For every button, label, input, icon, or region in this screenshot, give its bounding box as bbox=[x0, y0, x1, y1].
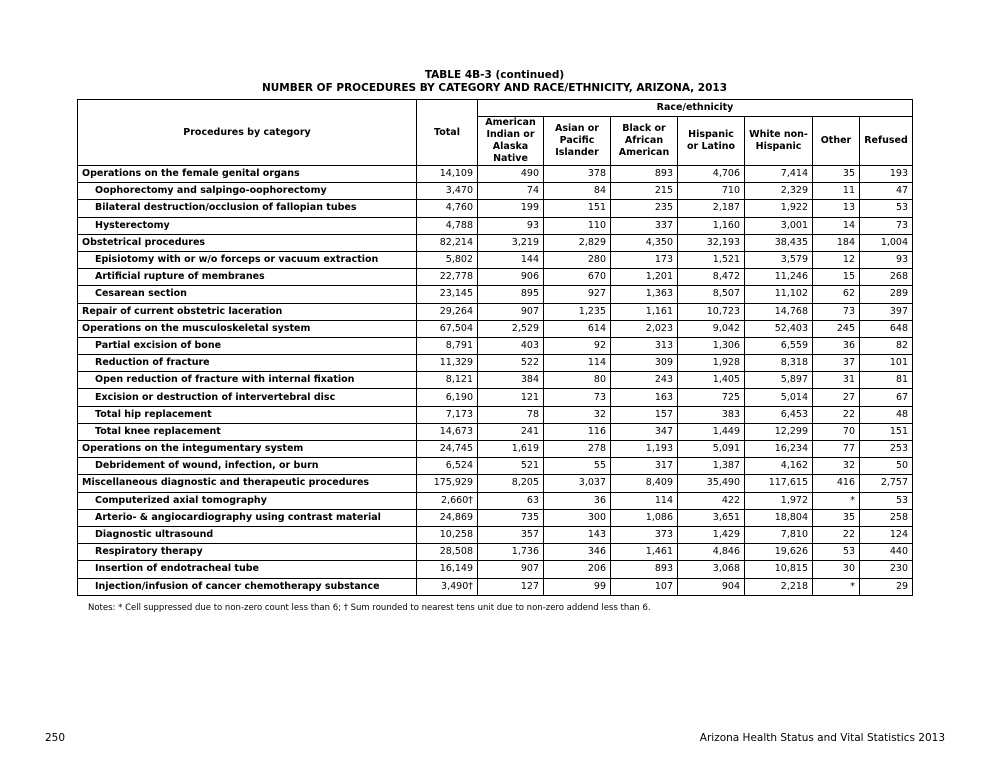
row-value: 309 bbox=[611, 355, 678, 372]
row-value: 725 bbox=[678, 389, 745, 406]
row-value: 313 bbox=[611, 337, 678, 354]
row-value: 50 bbox=[860, 458, 913, 475]
row-value: 35 bbox=[813, 166, 860, 183]
table-row bbox=[78, 251, 913, 268]
row-value: 63 bbox=[478, 492, 544, 509]
row-value: 93 bbox=[478, 217, 544, 234]
row-value: 1,160 bbox=[678, 217, 745, 234]
row-value: 403 bbox=[478, 337, 544, 354]
row-value: * bbox=[813, 578, 860, 595]
row-value: 73 bbox=[860, 217, 913, 234]
row-value: 253 bbox=[860, 441, 913, 458]
row-value: 8,205 bbox=[478, 475, 544, 492]
page-number: 250 bbox=[45, 732, 66, 744]
row-label: Partial excision of bone bbox=[78, 337, 417, 354]
header-black: Black or African American bbox=[611, 117, 678, 166]
row-value: 522 bbox=[478, 355, 544, 372]
row-value: 1,922 bbox=[745, 200, 813, 217]
row-value: 215 bbox=[611, 183, 678, 200]
row-value: 1,387 bbox=[678, 458, 745, 475]
row-label: Oophorectomy and salpingo-oophorectomy bbox=[78, 183, 417, 200]
row-value: 5,091 bbox=[678, 441, 745, 458]
row-label: Episiotomy with or w/o forceps or vacuum extraction bbox=[78, 251, 417, 268]
row-value: 422 bbox=[678, 492, 745, 509]
row-value: 373 bbox=[611, 526, 678, 543]
row-value: 8,121 bbox=[417, 372, 478, 389]
row-value: 300 bbox=[544, 509, 611, 526]
row-value: 2,660† bbox=[417, 492, 478, 509]
row-value: 14 bbox=[813, 217, 860, 234]
row-value: 416 bbox=[813, 475, 860, 492]
row-label: Excision or destruction of intervertebral disc bbox=[78, 389, 417, 406]
row-value: 895 bbox=[478, 286, 544, 303]
table-row bbox=[78, 166, 913, 183]
row-value: 1,235 bbox=[544, 303, 611, 320]
row-value: 14,109 bbox=[417, 166, 478, 183]
table-row bbox=[78, 303, 913, 320]
row-value: 347 bbox=[611, 423, 678, 440]
procedures-table bbox=[77, 99, 913, 596]
row-value: 1,461 bbox=[611, 544, 678, 561]
row-label: Cesarean section bbox=[78, 286, 417, 303]
table-row bbox=[78, 217, 913, 234]
row-value: 906 bbox=[478, 269, 544, 286]
table-row bbox=[78, 492, 913, 509]
header-white: White non-Hispanic bbox=[745, 117, 813, 166]
row-value: 107 bbox=[611, 578, 678, 595]
row-value: 127 bbox=[478, 578, 544, 595]
row-value: 268 bbox=[860, 269, 913, 286]
row-value: 8,318 bbox=[745, 355, 813, 372]
row-label: Insertion of endotracheal tube bbox=[78, 561, 417, 578]
row-value: 2,829 bbox=[544, 234, 611, 251]
row-value: 143 bbox=[544, 526, 611, 543]
row-value: 357 bbox=[478, 526, 544, 543]
row-value: 346 bbox=[544, 544, 611, 561]
header-race-ethnicity: Race/ethnicity bbox=[478, 100, 913, 117]
row-value: 22 bbox=[813, 406, 860, 423]
table-title: TABLE 4B-3 (continued) bbox=[424, 69, 565, 81]
row-value: 11,246 bbox=[745, 269, 813, 286]
table-row bbox=[78, 423, 913, 440]
row-value: 32 bbox=[813, 458, 860, 475]
row-value: 1,928 bbox=[678, 355, 745, 372]
row-value: 124 bbox=[860, 526, 913, 543]
header-american-indian: American Indian or Alaska Native bbox=[478, 117, 544, 166]
row-value: 2,023 bbox=[611, 320, 678, 337]
row-value: 893 bbox=[611, 561, 678, 578]
row-label: Operations on the musculoskeletal system bbox=[78, 320, 417, 337]
row-value: 27 bbox=[813, 389, 860, 406]
table-row bbox=[78, 509, 913, 526]
row-value: 73 bbox=[813, 303, 860, 320]
row-value: 114 bbox=[544, 355, 611, 372]
row-value: 383 bbox=[678, 406, 745, 423]
row-label: Operations on the integumentary system bbox=[78, 441, 417, 458]
header-total: Total bbox=[417, 100, 478, 166]
table-row bbox=[78, 544, 913, 561]
table-row bbox=[78, 526, 913, 543]
row-label: Repair of current obstetric laceration bbox=[78, 303, 417, 320]
row-value: 74 bbox=[478, 183, 544, 200]
row-value: 36 bbox=[544, 492, 611, 509]
row-value: 1,306 bbox=[678, 337, 745, 354]
row-value: 3,470 bbox=[417, 183, 478, 200]
row-value: 16,234 bbox=[745, 441, 813, 458]
row-value: 22,778 bbox=[417, 269, 478, 286]
row-value: 144 bbox=[478, 251, 544, 268]
row-value: 110 bbox=[544, 217, 611, 234]
row-value: 173 bbox=[611, 251, 678, 268]
row-value: 151 bbox=[860, 423, 913, 440]
row-value: 11,329 bbox=[417, 355, 478, 372]
row-value: 4,760 bbox=[417, 200, 478, 217]
row-value: 8,409 bbox=[611, 475, 678, 492]
row-value: 1,521 bbox=[678, 251, 745, 268]
row-value: 2,757 bbox=[860, 475, 913, 492]
row-value: 7,414 bbox=[745, 166, 813, 183]
row-value: 12,299 bbox=[745, 423, 813, 440]
row-value: 175,929 bbox=[417, 475, 478, 492]
row-value: 163 bbox=[611, 389, 678, 406]
row-value: 2,218 bbox=[745, 578, 813, 595]
row-value: 53 bbox=[860, 200, 913, 217]
table-row bbox=[78, 578, 913, 595]
row-value: 67 bbox=[860, 389, 913, 406]
row-value: 35,490 bbox=[678, 475, 745, 492]
row-value: 1,161 bbox=[611, 303, 678, 320]
row-value: 53 bbox=[860, 492, 913, 509]
row-value: 19,626 bbox=[745, 544, 813, 561]
row-value: 199 bbox=[478, 200, 544, 217]
row-value: 904 bbox=[678, 578, 745, 595]
row-value: 12 bbox=[813, 251, 860, 268]
row-value: 8,472 bbox=[678, 269, 745, 286]
row-value: 24,869 bbox=[417, 509, 478, 526]
row-value: 31 bbox=[813, 372, 860, 389]
table-row bbox=[78, 389, 913, 406]
row-value: 7,810 bbox=[745, 526, 813, 543]
row-value: 29,264 bbox=[417, 303, 478, 320]
table-row bbox=[78, 234, 913, 251]
row-value: 9,042 bbox=[678, 320, 745, 337]
row-label: Computerized axial tomography bbox=[78, 492, 417, 509]
row-label: Diagnostic ultrasound bbox=[78, 526, 417, 543]
row-label: Total hip replacement bbox=[78, 406, 417, 423]
row-value: * bbox=[813, 492, 860, 509]
row-value: 1,972 bbox=[745, 492, 813, 509]
row-value: 337 bbox=[611, 217, 678, 234]
row-value: 114 bbox=[611, 492, 678, 509]
row-value: 82,214 bbox=[417, 234, 478, 251]
row-value: 28,508 bbox=[417, 544, 478, 561]
row-value: 184 bbox=[813, 234, 860, 251]
row-value: 157 bbox=[611, 406, 678, 423]
row-value: 258 bbox=[860, 509, 913, 526]
row-value: 235 bbox=[611, 200, 678, 217]
row-value: 614 bbox=[544, 320, 611, 337]
row-value: 206 bbox=[544, 561, 611, 578]
row-value: 193 bbox=[860, 166, 913, 183]
row-value: 30 bbox=[813, 561, 860, 578]
table-row bbox=[78, 269, 913, 286]
row-value: 53 bbox=[813, 544, 860, 561]
row-value: 1,736 bbox=[478, 544, 544, 561]
row-value: 241 bbox=[478, 423, 544, 440]
header-asian: Asian or Pacific Islander bbox=[544, 117, 611, 166]
row-value: 440 bbox=[860, 544, 913, 561]
row-value: 92 bbox=[544, 337, 611, 354]
row-value: 62 bbox=[813, 286, 860, 303]
row-label: Bilateral destruction/occlusion of fallopian tubes bbox=[78, 200, 417, 217]
row-value: 8,791 bbox=[417, 337, 478, 354]
row-value: 11 bbox=[813, 183, 860, 200]
row-value: 78 bbox=[478, 406, 544, 423]
row-value: 14,673 bbox=[417, 423, 478, 440]
row-label: Hysterectomy bbox=[78, 217, 417, 234]
row-value: 36 bbox=[813, 337, 860, 354]
row-value: 2,187 bbox=[678, 200, 745, 217]
table-row bbox=[78, 355, 913, 372]
table-row bbox=[78, 337, 913, 354]
row-value: 3,579 bbox=[745, 251, 813, 268]
row-value: 37 bbox=[813, 355, 860, 372]
row-value: 13 bbox=[813, 200, 860, 217]
header-category: Procedures by category bbox=[78, 100, 417, 166]
row-value: 3,037 bbox=[544, 475, 611, 492]
row-value: 1,449 bbox=[678, 423, 745, 440]
row-value: 3,490† bbox=[417, 578, 478, 595]
row-value: 116 bbox=[544, 423, 611, 440]
row-value: 117,615 bbox=[745, 475, 813, 492]
table-row bbox=[78, 441, 913, 458]
row-value: 29 bbox=[860, 578, 913, 595]
row-value: 1,193 bbox=[611, 441, 678, 458]
row-value: 52,403 bbox=[745, 320, 813, 337]
row-value: 378 bbox=[544, 166, 611, 183]
row-value: 4,162 bbox=[745, 458, 813, 475]
row-value: 82 bbox=[860, 337, 913, 354]
row-value: 8,507 bbox=[678, 286, 745, 303]
row-value: 907 bbox=[478, 303, 544, 320]
row-value: 1,201 bbox=[611, 269, 678, 286]
row-value: 101 bbox=[860, 355, 913, 372]
row-value: 1,405 bbox=[678, 372, 745, 389]
row-value: 151 bbox=[544, 200, 611, 217]
row-value: 99 bbox=[544, 578, 611, 595]
row-value: 55 bbox=[544, 458, 611, 475]
row-value: 384 bbox=[478, 372, 544, 389]
row-value: 93 bbox=[860, 251, 913, 268]
row-value: 70 bbox=[813, 423, 860, 440]
row-value: 927 bbox=[544, 286, 611, 303]
row-value: 490 bbox=[478, 166, 544, 183]
row-value: 2,529 bbox=[478, 320, 544, 337]
row-value: 243 bbox=[611, 372, 678, 389]
table-row bbox=[78, 458, 913, 475]
row-value: 1,619 bbox=[478, 441, 544, 458]
row-value: 4,788 bbox=[417, 217, 478, 234]
row-value: 11,102 bbox=[745, 286, 813, 303]
row-value: 397 bbox=[860, 303, 913, 320]
row-value: 6,524 bbox=[417, 458, 478, 475]
row-value: 15 bbox=[813, 269, 860, 286]
row-label: Reduction of fracture bbox=[78, 355, 417, 372]
row-value: 10,258 bbox=[417, 526, 478, 543]
table-row bbox=[78, 183, 913, 200]
table-row bbox=[78, 561, 913, 578]
row-value: 1,363 bbox=[611, 286, 678, 303]
row-value: 4,846 bbox=[678, 544, 745, 561]
publication-footer: Arizona Health Status and Vital Statistics 2013 bbox=[699, 732, 945, 744]
row-label: Debridement of wound, infection, or burn bbox=[78, 458, 417, 475]
row-value: 893 bbox=[611, 166, 678, 183]
row-value: 317 bbox=[611, 458, 678, 475]
row-value: 32,193 bbox=[678, 234, 745, 251]
table-row bbox=[78, 475, 913, 492]
row-value: 3,068 bbox=[678, 561, 745, 578]
row-value: 907 bbox=[478, 561, 544, 578]
table-subtitle: NUMBER OF PROCEDURES BY CATEGORY AND RACE/ETHNICITY, ARIZONA, 2013 bbox=[261, 82, 728, 94]
header-refused: Refused bbox=[860, 117, 913, 166]
table-row bbox=[78, 200, 913, 217]
row-value: 670 bbox=[544, 269, 611, 286]
row-value: 38,435 bbox=[745, 234, 813, 251]
row-value: 10,815 bbox=[745, 561, 813, 578]
row-value: 84 bbox=[544, 183, 611, 200]
row-value: 521 bbox=[478, 458, 544, 475]
table-body bbox=[78, 166, 913, 596]
row-value: 648 bbox=[860, 320, 913, 337]
row-value: 1,429 bbox=[678, 526, 745, 543]
row-value: 7,173 bbox=[417, 406, 478, 423]
row-value: 10,723 bbox=[678, 303, 745, 320]
row-value: 3,001 bbox=[745, 217, 813, 234]
table-row bbox=[78, 320, 913, 337]
row-value: 280 bbox=[544, 251, 611, 268]
row-value: 73 bbox=[544, 389, 611, 406]
row-value: 121 bbox=[478, 389, 544, 406]
row-value: 3,219 bbox=[478, 234, 544, 251]
header-hispanic: Hispanic or Latino bbox=[678, 117, 745, 166]
row-value: 48 bbox=[860, 406, 913, 423]
row-value: 5,014 bbox=[745, 389, 813, 406]
row-label: Miscellaneous diagnostic and therapeutic procedures bbox=[78, 475, 417, 492]
row-value: 6,559 bbox=[745, 337, 813, 354]
row-label: Arterio- & angiocardiography using contrast material bbox=[78, 509, 417, 526]
row-label: Operations on the female genital organs bbox=[78, 166, 417, 183]
row-value: 67,504 bbox=[417, 320, 478, 337]
row-value: 5,897 bbox=[745, 372, 813, 389]
row-value: 5,802 bbox=[417, 251, 478, 268]
row-value: 77 bbox=[813, 441, 860, 458]
row-value: 6,453 bbox=[745, 406, 813, 423]
row-value: 3,651 bbox=[678, 509, 745, 526]
table-row bbox=[78, 286, 913, 303]
row-label: Respiratory therapy bbox=[78, 544, 417, 561]
row-label: Total knee replacement bbox=[78, 423, 417, 440]
row-value: 14,768 bbox=[745, 303, 813, 320]
row-value: 18,804 bbox=[745, 509, 813, 526]
table-row bbox=[78, 406, 913, 423]
row-value: 80 bbox=[544, 372, 611, 389]
row-value: 81 bbox=[860, 372, 913, 389]
row-value: 35 bbox=[813, 509, 860, 526]
row-label: Obstetrical procedures bbox=[78, 234, 417, 251]
row-value: 6,190 bbox=[417, 389, 478, 406]
row-value: 16,149 bbox=[417, 561, 478, 578]
row-value: 735 bbox=[478, 509, 544, 526]
row-value: 278 bbox=[544, 441, 611, 458]
row-value: 1,004 bbox=[860, 234, 913, 251]
table-notes: Notes: * Cell suppressed due to non-zero count less than 6; † Sum rounded to nearest tens unit due to non-zero addend less than 6. bbox=[88, 603, 651, 613]
row-value: 4,706 bbox=[678, 166, 745, 183]
row-value: 245 bbox=[813, 320, 860, 337]
row-label: Artificial rupture of membranes bbox=[78, 269, 417, 286]
row-value: 4,350 bbox=[611, 234, 678, 251]
row-value: 22 bbox=[813, 526, 860, 543]
row-value: 23,145 bbox=[417, 286, 478, 303]
row-value: 2,329 bbox=[745, 183, 813, 200]
row-value: 289 bbox=[860, 286, 913, 303]
row-value: 710 bbox=[678, 183, 745, 200]
row-value: 1,086 bbox=[611, 509, 678, 526]
table-row bbox=[78, 372, 913, 389]
row-value: 32 bbox=[544, 406, 611, 423]
row-label: Injection/infusion of cancer chemotherapy substance bbox=[78, 578, 417, 595]
row-value: 24,745 bbox=[417, 441, 478, 458]
header-other: Other bbox=[813, 117, 860, 166]
row-value: 47 bbox=[860, 183, 913, 200]
row-label: Open reduction of fracture with internal fixation bbox=[78, 372, 417, 389]
row-value: 230 bbox=[860, 561, 913, 578]
